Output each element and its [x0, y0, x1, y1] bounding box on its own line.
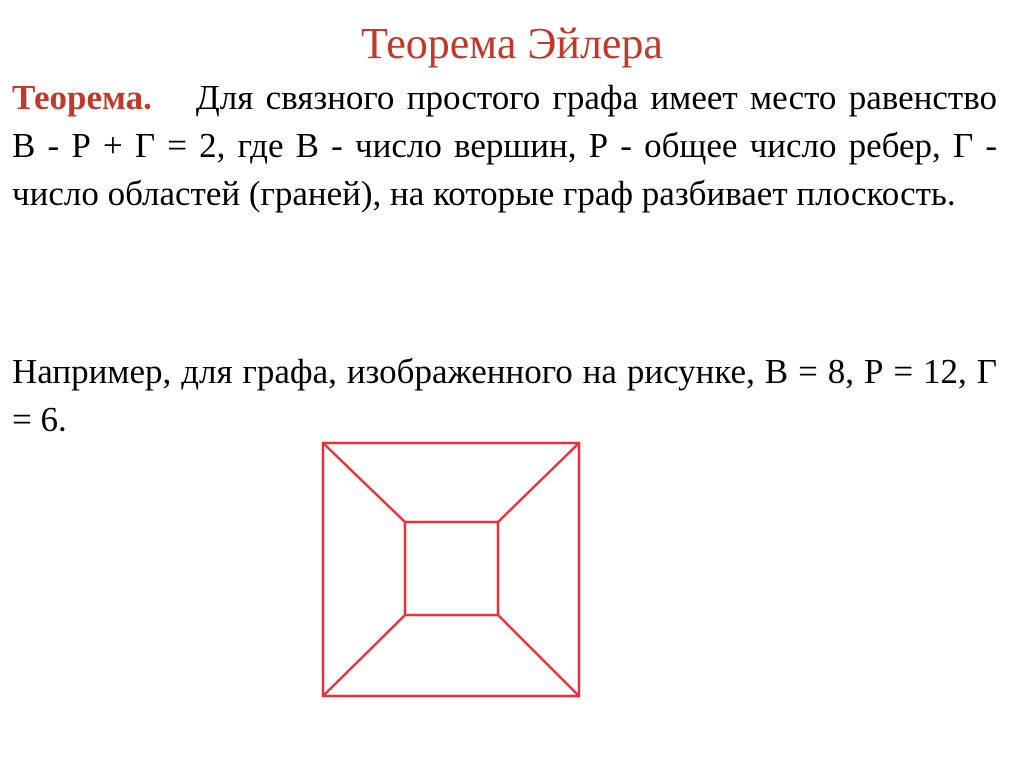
example-paragraph: Например, для графа, изображенного на рисунке, В = 8, Р = 12, Г = 6.	[12, 352, 997, 439]
slide-title: Теорема Эйлера	[361, 19, 663, 68]
theorem-text: Для связного простого графа имеет место равенство В - Р + Г = 2, где В - число вершин, Р - общее число ребер, Г - число областей (граней), на которые граф разбивает плоскость.	[12, 78, 997, 213]
inner-square	[405, 522, 498, 615]
theorem-label: Теорема.	[12, 78, 152, 117]
edge-bottom-right	[498, 615, 579, 696]
edge-top-right	[498, 443, 579, 522]
edge-bottom-left	[323, 615, 405, 696]
edge-top-left	[323, 443, 405, 522]
